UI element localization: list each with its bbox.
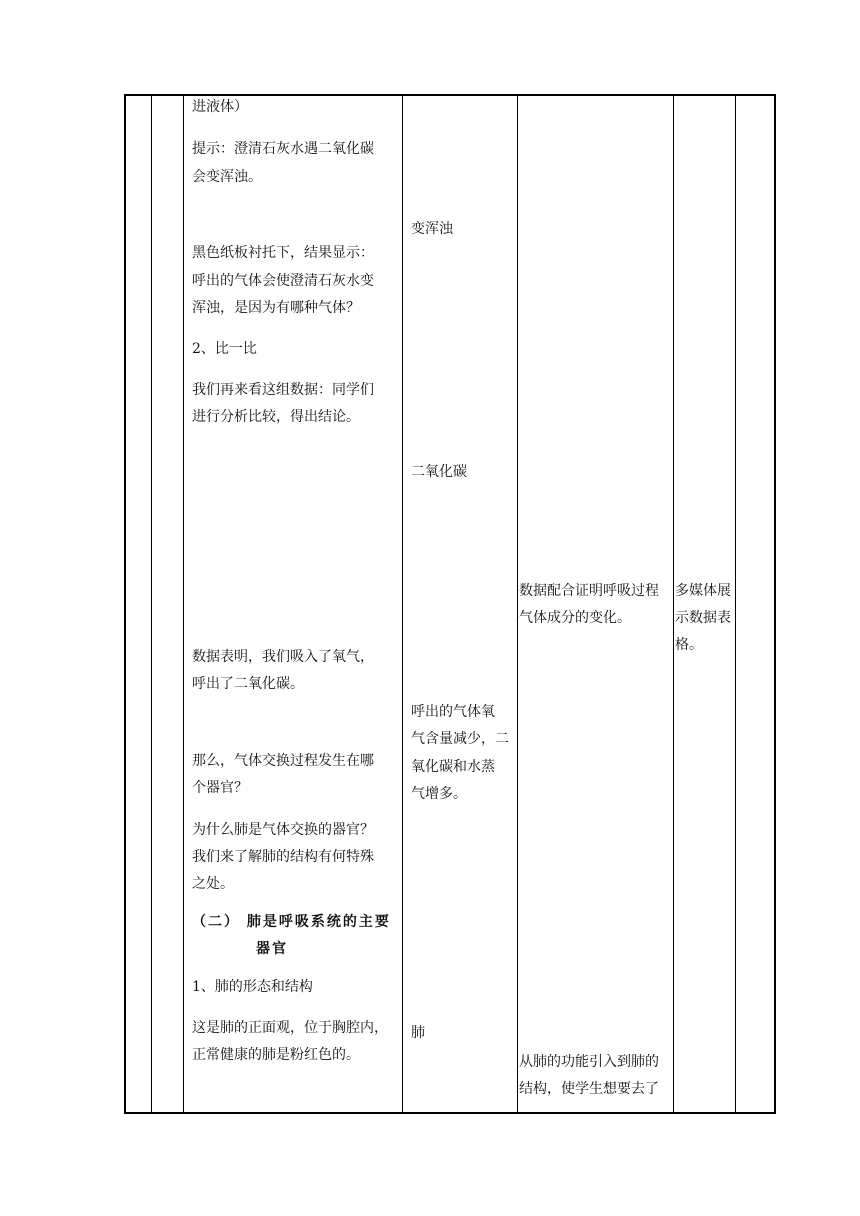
section-heading: （二） 肺是呼吸系统的主要 (192, 914, 391, 930)
process-text-line: 黑色纸板衬托下，结果显示： (192, 245, 374, 261)
media-text-line: 多媒体展 (675, 583, 731, 599)
column-divider (735, 94, 736, 1114)
column-divider (517, 94, 518, 1114)
process-text-line: 数据表明，我们吸入了氧气， (192, 649, 374, 665)
activity-text-line: 二氧化碳 (411, 464, 467, 480)
column-divider (151, 94, 152, 1114)
column-divider (673, 94, 674, 1114)
section-heading: 2、比一比 (192, 341, 257, 357)
process-text-line: 浑浊，是因为有哪种气体？ (192, 300, 360, 316)
process-text-line: 我们再来看这组数据：同学们 (192, 382, 374, 398)
activity-text-line: 气增多。 (411, 786, 467, 802)
process-text-line: 之处。 (192, 876, 234, 892)
activity-text-line: 氧化碳和水蒸 (411, 759, 495, 775)
intent-text-line: 气体成分的变化。 (519, 610, 631, 626)
section-heading: 1、肺的形态和结构 (192, 979, 313, 995)
lesson-plan-table (124, 94, 776, 1114)
process-text-line: 那么，气体交换过程发生在哪 (192, 753, 374, 769)
column-divider (183, 94, 184, 1114)
process-text-line: 会变浑浊。 (192, 169, 262, 185)
process-text-line: 正常健康的肺是粉红色的。 (192, 1047, 360, 1063)
process-text-line: 为什么肺是气体交换的器官？ (192, 822, 374, 838)
process-text-line: 呼出的气体会使澄清石灰水变 (192, 273, 374, 289)
process-text-line: 呼出了二氧化碳。 (192, 676, 304, 692)
section-heading: 器官 (256, 941, 288, 957)
intent-text-line: 数据配合证明呼吸过程 (519, 583, 659, 599)
column-divider (402, 94, 403, 1114)
activity-text-line: 肺 (411, 1025, 425, 1041)
process-text-line: 个器官？ (192, 780, 248, 796)
process-text-line: 进液体） (192, 99, 248, 115)
intent-text-line: 从肺的功能引入到肺的 (519, 1054, 659, 1070)
process-text-line: 提示：澄清石灰水遇二氧化碳 (192, 141, 374, 157)
media-text-line: 示数据表 (675, 610, 731, 626)
activity-text-line: 呼出的气体氧 (411, 704, 495, 720)
media-text-line: 格。 (675, 637, 703, 653)
process-text-line: 我们来了解肺的结构有何特殊 (192, 849, 374, 865)
process-text-line: 这是肺的正面观，位于胸腔内， (192, 1020, 388, 1036)
process-text-line: 进行分析比较，得出结论。 (192, 409, 360, 425)
activity-text-line: 气含量减少，二 (411, 731, 509, 747)
intent-text-line: 结构，使学生想要去了 (519, 1081, 659, 1097)
activity-text-line: 变浑浊 (411, 221, 453, 237)
